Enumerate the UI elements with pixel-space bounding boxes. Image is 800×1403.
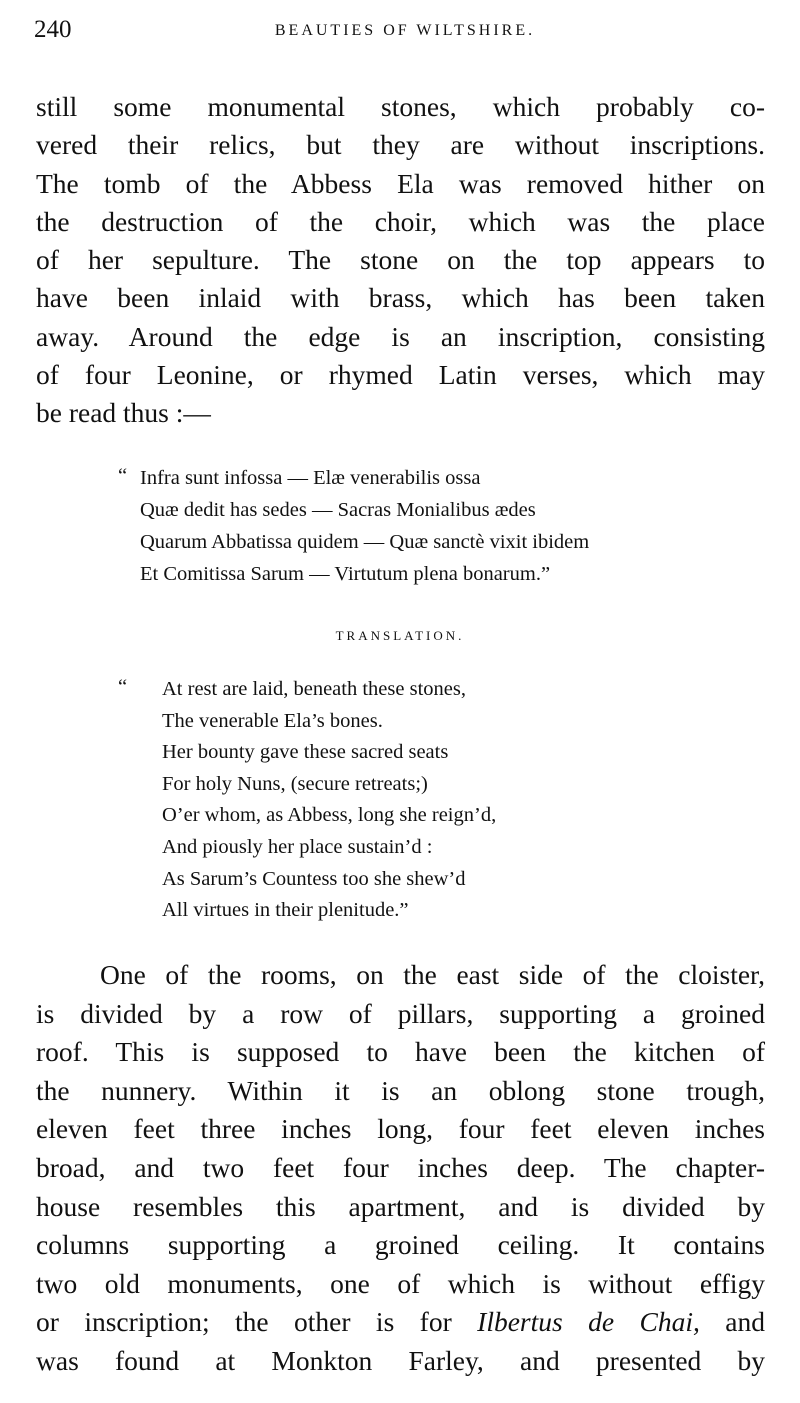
verse-line bbox=[118, 462, 589, 494]
verse-line bbox=[140, 706, 496, 738]
text-line bbox=[36, 1226, 765, 1265]
page-number: 240 bbox=[34, 16, 72, 43]
text-line: Et Comitissa Sarum — Virtutum plena bonarum.” bbox=[140, 563, 551, 585]
text-line bbox=[36, 1342, 765, 1381]
translation-heading: TRANSLATION. bbox=[335, 628, 465, 643]
verse-line bbox=[118, 558, 589, 590]
text-line bbox=[36, 394, 765, 432]
text-line: One of the rooms, on the east side of the cloister, bbox=[100, 959, 765, 990]
text-line: All virtues in their plenitude.” bbox=[162, 899, 409, 922]
open-quote: “ bbox=[118, 465, 128, 487]
verse-line bbox=[140, 832, 496, 864]
verse-line bbox=[140, 800, 496, 832]
latin-verses bbox=[118, 462, 589, 590]
text-line: The venerable Ela’s bones. bbox=[162, 709, 383, 732]
verse-line bbox=[118, 674, 496, 706]
text-line bbox=[36, 318, 765, 356]
text-line: house resembles this apartment, and is divided by bbox=[36, 1190, 765, 1222]
open-quote: “ bbox=[118, 676, 128, 698]
text-line bbox=[36, 1188, 765, 1227]
text-line bbox=[36, 1303, 765, 1342]
text-line bbox=[36, 1149, 765, 1188]
text-line bbox=[36, 1072, 765, 1111]
text-line bbox=[36, 126, 765, 164]
italic-name: Ilbertus de Chai, bbox=[477, 1306, 700, 1338]
text-line: vered their relics, but they are without inscriptions. bbox=[36, 129, 765, 161]
text-line: As Sarum’s Countess too she shew’d bbox=[162, 867, 466, 890]
text-line: still some monumental stones, which probably co- bbox=[36, 91, 765, 122]
verse-line bbox=[140, 737, 496, 769]
text-line: away. Around the edge is an inscription, consisting bbox=[36, 320, 765, 352]
text-line: of four Leonine, or rhymed Latin verses, which may bbox=[36, 359, 765, 391]
verse-line bbox=[140, 895, 496, 927]
text-line: Quarum Abbatissa quidem — Quæ sanctè vixit ibidem bbox=[140, 531, 590, 553]
translation-verses bbox=[118, 674, 497, 927]
text-line bbox=[36, 165, 765, 203]
text-line bbox=[36, 279, 765, 317]
verse-line bbox=[140, 864, 496, 896]
text-line bbox=[36, 1110, 765, 1149]
text-segment: and bbox=[699, 1306, 765, 1338]
verse-line bbox=[118, 526, 589, 558]
text-line: roof. This is supposed to have been the kitchen of bbox=[36, 1036, 765, 1068]
text-line: For holy Nuns, (secure retreats;) bbox=[162, 772, 428, 795]
text-line: Quæ dedit has sedes — Sacras Monialibus ædes bbox=[140, 499, 536, 521]
running-head: BEAUTIES OF WILTSHIRE. bbox=[274, 22, 536, 39]
text-line bbox=[36, 88, 765, 126]
text-line: the destruction of the choir, which was the place bbox=[36, 205, 765, 237]
text-line bbox=[36, 1033, 765, 1072]
text-line bbox=[36, 241, 765, 279]
text-line: eleven feet three inches long, four feet eleven inches bbox=[36, 1113, 765, 1145]
paragraph-2 bbox=[36, 956, 765, 1381]
text-line: columns supporting a groined ceiling. It contains bbox=[36, 1229, 765, 1261]
text-line: is divided by a row of pillars, supporting a groined bbox=[36, 997, 765, 1029]
paragraph-1 bbox=[36, 88, 765, 433]
text-line: have been inlaid with brass, which has been taken bbox=[36, 282, 765, 314]
text-line: was found at Monkton Farley, and presented by bbox=[36, 1344, 765, 1376]
text-line: Her bounty gave these sacred seats bbox=[162, 741, 449, 764]
text-line bbox=[36, 1265, 765, 1304]
verse-line bbox=[140, 769, 496, 801]
text-line: the nunnery. Within it is an oblong stone trough, bbox=[36, 1074, 765, 1106]
text-line bbox=[36, 956, 765, 995]
text-line bbox=[36, 356, 765, 394]
text-line bbox=[36, 203, 765, 241]
text-line bbox=[36, 995, 765, 1034]
text-line: At rest are laid, beneath these stones, bbox=[162, 678, 466, 700]
text-line: be read thus :— bbox=[36, 397, 211, 429]
verse-line bbox=[118, 494, 589, 526]
text-line: broad, and two feet four inches deep. The chapter- bbox=[36, 1151, 765, 1183]
text-line: Infra sunt infossa — Elæ venerabilis ossa bbox=[140, 467, 481, 489]
text-line: And piously her place sustain’d : bbox=[162, 835, 433, 858]
text-segment: or inscription; the other is for bbox=[36, 1306, 478, 1338]
text-line: of her sepulture. The stone on the top appears to bbox=[36, 244, 765, 276]
text-line: The tomb of the Abbess Ela was removed hither on bbox=[36, 167, 765, 199]
text-line: O’er whom, as Abbess, long she reign’d, bbox=[162, 804, 497, 827]
text-line: two old monuments, one of which is without effigy bbox=[36, 1267, 765, 1299]
